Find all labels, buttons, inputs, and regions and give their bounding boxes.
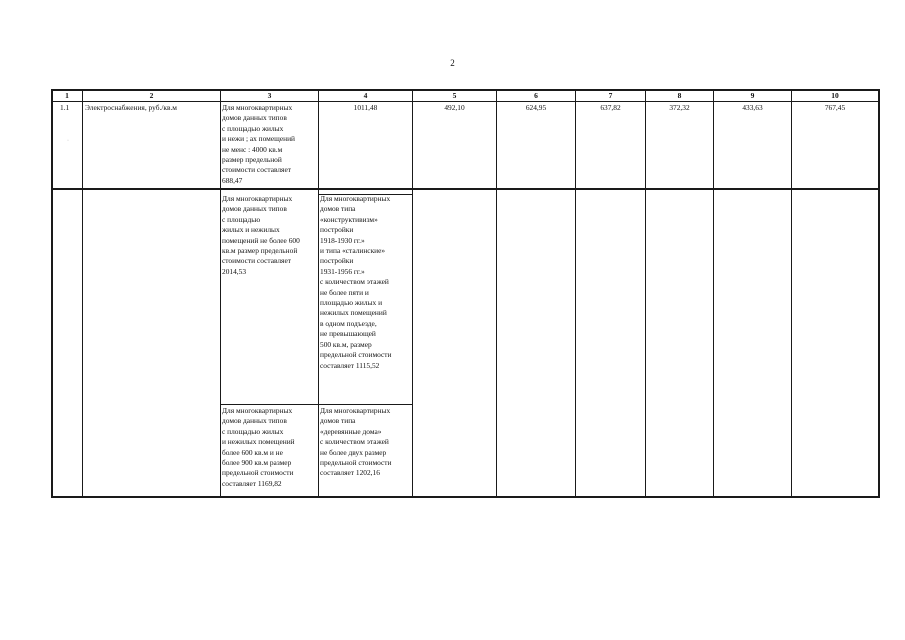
condition-area-over-4000: Для многоквартирных домов данных типов с площадью жилых и нежи ; ах помещений не менс : 4000 кв.м размер предельной стоимости составляет 688,47 [222,103,295,185]
scan-mark: · [67,138,69,144]
value-col-7: 637,82 [600,103,621,112]
value-col-9: 433,63 [742,103,763,112]
service-name: Электроснабжения, руб./кв.м [85,103,177,112]
col-header-3: 3 [267,91,272,100]
condition-area-600-900: Для многоквартирных домов данных типов с площадью жилых и нежилых помещений более 600 кв.м и не более 900 кв.м размер предельной стоимости составляет 1169,82 [222,406,295,488]
value-col-6: 624,95 [525,103,547,112]
value-col-8: 372,32 [669,103,690,112]
row-number: 1.1 [60,103,70,112]
col-header-4: 4 [363,91,368,100]
col-header-5: 5 [452,91,457,100]
value-col-5: 492,10 [444,103,465,112]
condition-constructivism-stalinist: Для многоквартирных домов типа «конструктивизм» постройки 1918-1930 гг.» и типа «сталинские» постройки 1931-1956 гг.» с количеством этажей не более пяти и площадью жилых и нежилых помещений в одном подъезде, не превышающей 500 кв.м, размер предельной стоимости составляет 1115,52 [320,194,392,370]
col-header-10: 10 [831,91,839,100]
condition-area-up-to-600: Для многоквартирных домов данных типов с площадью жилых и нежилых помещений не более 600 кв.м размер предельной стоимости составляет 2014,53 [222,194,300,276]
col-header-1: 1 [65,91,69,100]
value-col-10: 767,45 [824,103,846,112]
value-col-4: 1011,48 [353,103,378,112]
col-header-7: 7 [608,91,613,100]
col-header-9: 9 [750,91,755,100]
col-header-6: 6 [534,91,538,100]
col-header-2: 2 [149,91,154,100]
page-number: 2 [450,58,455,68]
condition-wooden-houses: Для многоквартирных домов типа «деревянные дома» с количеством этажей не более двух размер предельной стоимости составляет 1202,16 [320,406,392,478]
col-header-8: 8 [677,91,682,100]
